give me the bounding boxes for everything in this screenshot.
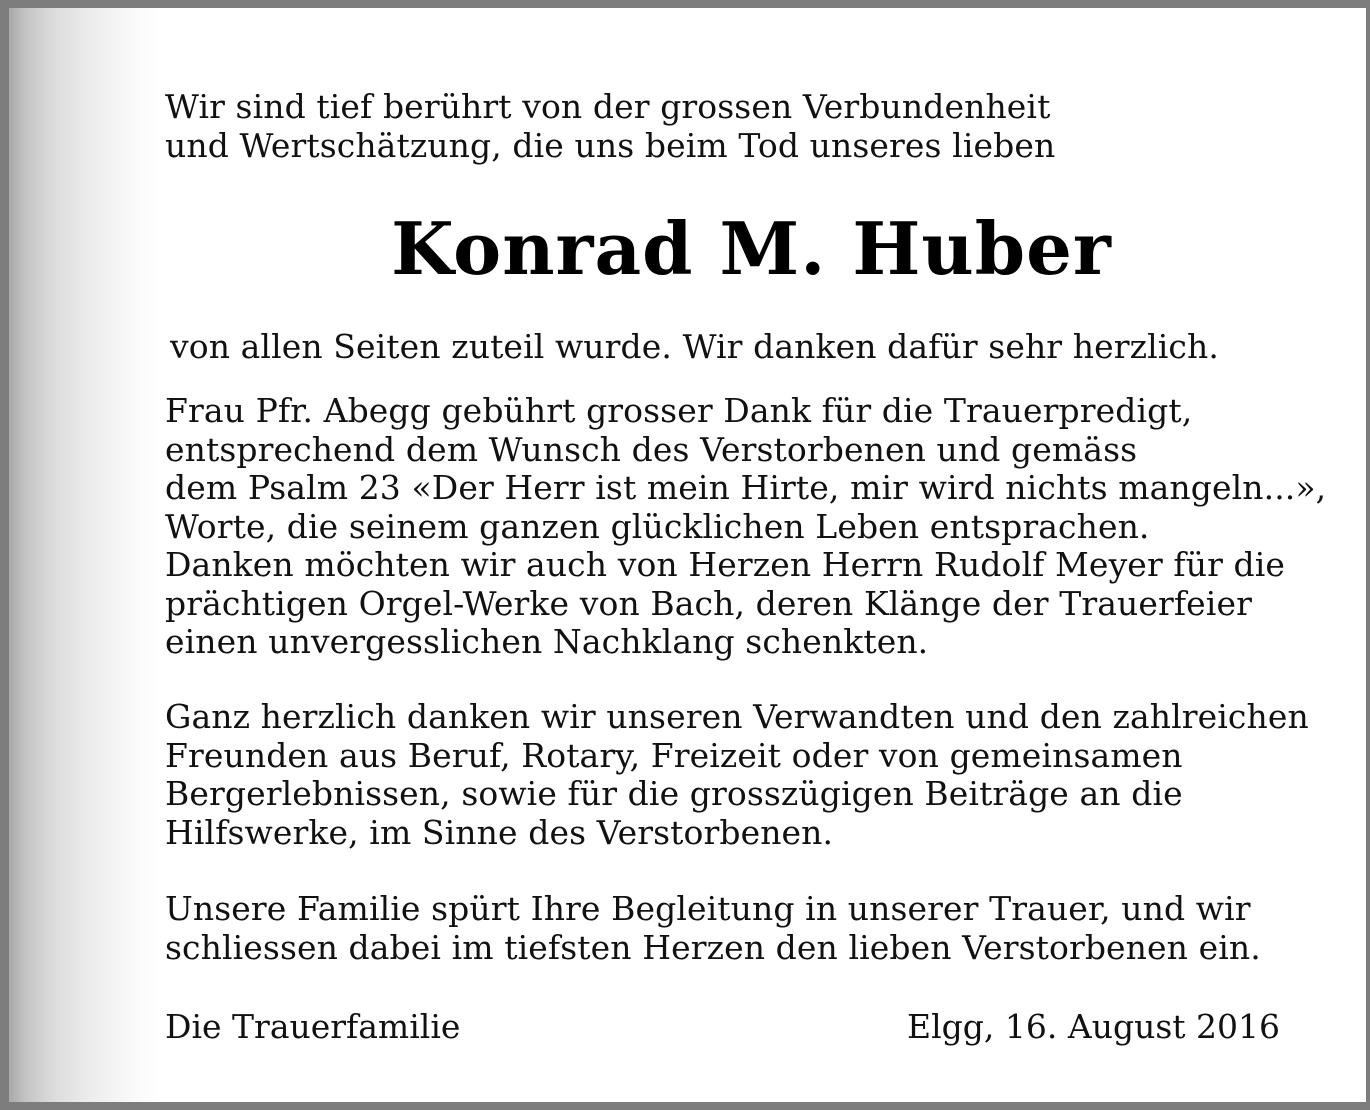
paragraph3-line: Unsere Familie spürt Ihre Begleitung in unserer Trauer, und wir — [165, 889, 1251, 928]
paragraph1-line: prächtigen Orgel-Werke von Bach, deren Klänge der Trauerfeier — [165, 583, 1252, 623]
paragraph1-line: Danken möchten wir auch von Herzen Herrn Rudolf Meyer für die — [165, 545, 1286, 584]
paragraph2-line: Freunden aus Beruf, Rotary, Freizeit oder von gemeinsamen — [165, 735, 1183, 775]
paragraph2-line: Hilfswerke, im Sinne des Verstorbenen. — [165, 812, 834, 852]
continuation-text: von allen Seiten zuteil wurde. Wir danken dafür sehr herzlich. — [170, 327, 1219, 366]
paragraph1-line: entsprechend dem Wunsch des Verstorbenen und gemäss — [165, 429, 1138, 469]
deceased-name: Konrad M. Huber — [391, 206, 1112, 291]
intro-line-2: und Wertschätzung, die uns beim Tod unseres lieben — [165, 125, 1056, 165]
paragraph1-line: einen unvergesslichen Nachklang schenkten. — [165, 622, 929, 661]
paragraph2-line: Ganz herzlich danken wir unseren Verwandten und den zahlreichen — [165, 697, 1309, 736]
obituary-notice — [9, 8, 1366, 1102]
paragraph-closing — [165, 890, 1261, 967]
paragraph3-line: schliessen dabei im tiefsten Herzen den lieben Verstorbenen ein. — [165, 927, 1261, 967]
paragraph1-line: dem Psalm 23 «Der Herr ist mein Hirte, mir wird nichts mangeln...», — [165, 468, 1327, 507]
signature-place-date: Elgg, 16. August 2016 — [907, 1007, 1280, 1046]
signature-family: Die Trauerfamilie — [165, 1007, 461, 1046]
paragraph-sermon-thanks — [165, 392, 1326, 662]
paragraph1-line: Worte, die seinem ganzen glücklichen Leben entsprachen. — [165, 506, 1150, 546]
intro-text — [165, 88, 1055, 165]
paragraph1-line: Frau Pfr. Abegg gebührt grosser Dank für die Trauerpredigt, — [165, 391, 1193, 430]
intro-line-1: Wir sind tief berührt von der grossen Verbundenheit — [165, 87, 1051, 126]
paragraph2-line: Bergerlebnissen, sowie für die grosszügigen Beiträge an die — [165, 774, 1183, 813]
paragraph-family-friends-thanks — [165, 698, 1309, 852]
